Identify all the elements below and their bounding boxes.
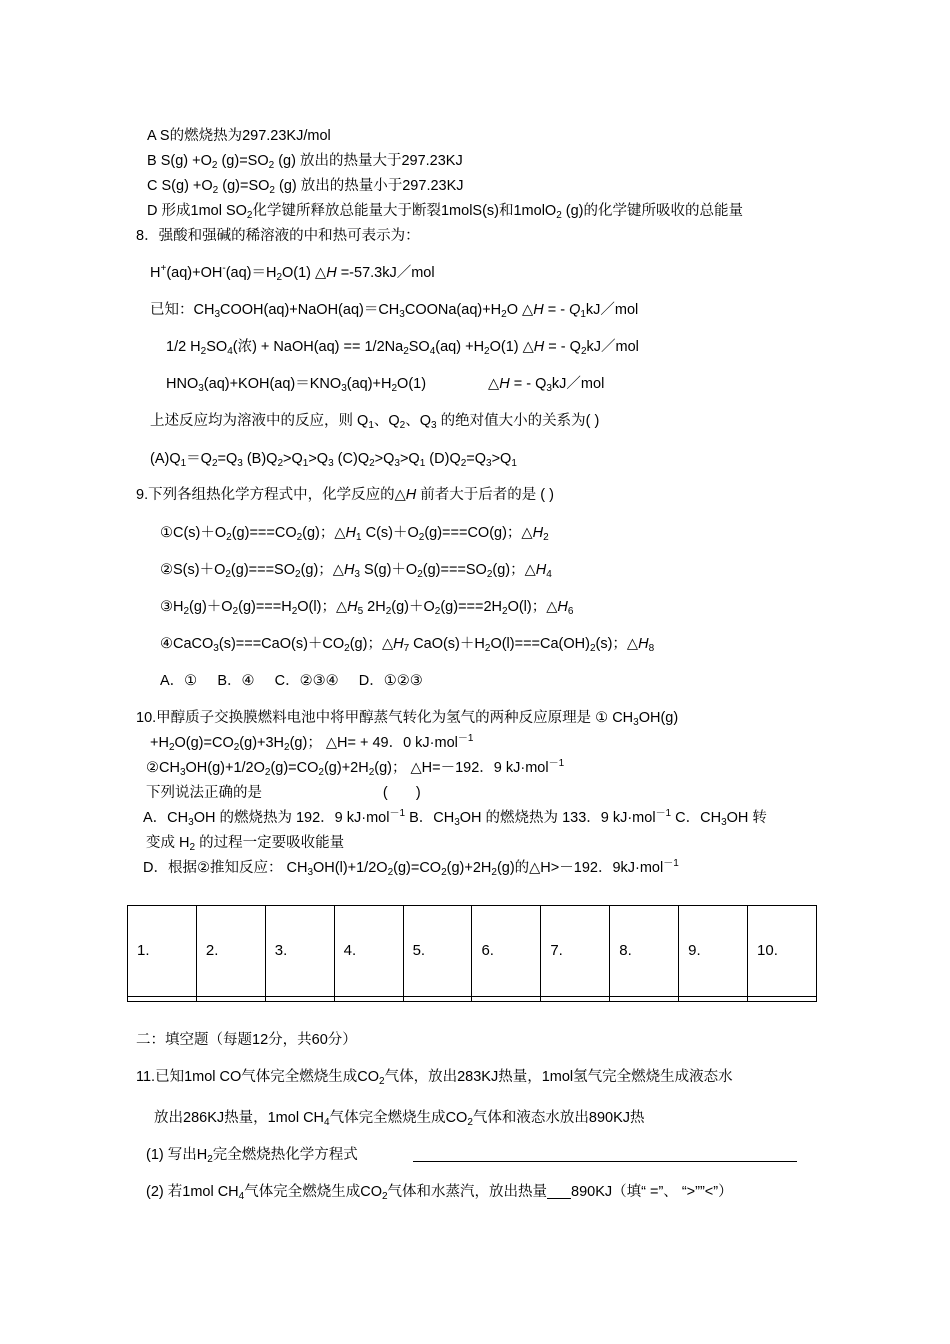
answer-table xyxy=(127,905,817,1002)
q9-pair-1: $①C(s)+O_2(g)===CO_2(g)$；$\triangle H_1$ $C(s)+O_2(g)===CO(g)$；$\triangle H_2$ xyxy=(160,525,549,543)
q7-option-a: A S的燃烧热为297.23KJ/mol xyxy=(147,128,331,144)
answer-cell-label: 7. xyxy=(541,906,610,997)
answer-cell-label: 3. xyxy=(265,906,334,997)
q7-option-c: C $S(g) +O_2$ $(g)=SO_2$ (g) 放出的热量小于297.23KJ xyxy=(147,178,464,196)
q10-line-7: D．根据②推知反应： $CH_3OH(l)+1/2O_2(g)=CO_2(g)+2H_2(g)$的△H>－192．9kJ·mol$^{-1}$ xyxy=(143,858,679,878)
q10-line-3: $②CH_3OH(g)+1/2O_2(g)=CO_2(g)+2H_2(g)$； △H=－192．9 kJ·mol$^{-1}$ xyxy=(146,758,565,778)
answer-table-header-row xyxy=(128,906,817,997)
q11-part-1-answer-blank[interactable] xyxy=(413,1147,797,1162)
q11-line-1: 11.已知1mol CO气体完全燃烧生成$CO_2$气体，放出283KJ热量，1mol氢气完全燃烧生成液态水 xyxy=(136,1069,733,1087)
q10-line-6: 变成 $H_2$ 的过程一定要吸收能量 xyxy=(146,835,345,853)
answer-cell-blank[interactable] xyxy=(541,996,610,1001)
q10-line-4: 下列说法正确的是 ( ) xyxy=(146,785,421,801)
q11-line-2: 放出286KJ热量，1mol $CH_4$气体完全燃烧生成$CO_2$气体和液态水放出890KJ热 xyxy=(154,1110,645,1128)
q7-option-d: D 形成1mol $SO_2$化学键所释放总能量大于断裂1molS(s)和1molO$_2$ (g)的化学键所吸收的总能量 xyxy=(147,203,744,221)
q8-equation-1: 已知：$CH_3COOH(aq)+NaOH(aq)=CH_3COONa(aq)+H_2O$ △H = - $Q_1kJ/mol$ xyxy=(150,302,639,320)
answer-cell-blank[interactable] xyxy=(748,996,817,1001)
answer-cell-label: 10. xyxy=(748,906,817,997)
answer-cell-blank[interactable] xyxy=(610,996,679,1001)
answer-cell-blank[interactable] xyxy=(334,996,403,1001)
q8-question: 上述反应均为溶液中的反应，则 $Q_1$、$Q_2$、$Q_3$ 的绝对值大小的关系为( ) xyxy=(150,413,600,431)
answer-cell-label: 5. xyxy=(403,906,472,997)
answer-cell-blank[interactable] xyxy=(679,996,748,1001)
answer-cell-label: 1. xyxy=(128,906,197,997)
answer-cell-blank[interactable] xyxy=(403,996,472,1001)
q8-equation-2: 1/2 $H_2SO_4$(浓) + NaOH(aq) == $1/2Na_2SO_4(aq) +H_2O(1)$ △H = - $Q_2kJ/mol$ xyxy=(166,339,639,357)
q9-pair-4: $④CaCO_3(s)===CaO(s)+CO_2(g)$；$\triangle H_7$ $CaO(s)+H_2O(l)===Ca(OH)_2(s)$；$\triangle H_8$ xyxy=(160,636,655,654)
q8-equation-3: $HNO_3(aq)+KOH(aq)=KNO_3(aq)+H_2O(1)$ △H = - $Q_3kJ/mol$ xyxy=(166,376,605,394)
q11-part-2: (2) 若1mol $CH_4$气体完全燃烧生成$CO_2$气体和水蒸汽，放出热量 890KJ（填“ =”、 “>””<”） xyxy=(146,1184,733,1202)
answer-cell-blank[interactable] xyxy=(128,996,197,1001)
q9-pair-2: $②S(s)+O_2(g)===SO_2(g)$；$\triangle H_3$ $S(g)+O_2(g)===SO_2(g)$；$\triangle H_4$ xyxy=(160,562,552,580)
answer-cell-blank[interactable] xyxy=(265,996,334,1001)
q8-equation-neutralization: $H^+(aq)+OH^-(aq)=H_2O(1)$ △H =-57.3kJ／mol xyxy=(150,263,435,283)
answer-table-blank-row xyxy=(128,996,817,1001)
q7-option-b: B $S(g) +O_2$ $(g)=SO_2$ (g) 放出的热量大于297.23KJ xyxy=(147,153,463,171)
answer-cell-label: 9. xyxy=(679,906,748,997)
q10-line-2: $+H_2O(g)=CO_2(g)+3H_2(g)$； △H= + 49．0 kJ·mol$^{-1}$ xyxy=(150,733,474,753)
answer-cell-blank[interactable] xyxy=(472,996,541,1001)
q9-pair-3: $③H_2(g)+O_2(g)===H_2O(l)$；$\triangle H_5$ $2H_2(g)+O_2(g)===2H_2O(l)$；$\triangle H_6$ xyxy=(160,599,574,617)
section-2-title: 二：填空题（每题12分，共60分） xyxy=(136,1032,357,1048)
answer-cell-label: 2. xyxy=(196,906,265,997)
q11-part-2-answer-blank[interactable] xyxy=(547,1184,571,1199)
answer-cell-label: 4. xyxy=(334,906,403,997)
q10-line-5: A．$CH_3OH$ 的燃烧热为 192．9 kJ·mol$^{-1}$ B．$CH_3OH$ 的燃烧热为 133．9 kJ·mol$^{-1}$ C．$CH_3OH$ 转 xyxy=(143,808,767,828)
answer-cell-label: 8. xyxy=(610,906,679,997)
q8-choices: $(A)Q_1=Q_2=Q_3$ $(B)Q_2>Q_1>Q_3$ $(C)Q_2>Q_3>Q_1$ $(D)Q_2=Q_3>Q_1$ xyxy=(150,451,517,469)
q9-stem: 9.下列各组热化学方程式中，化学反应的△H 前者大于后者的是 ( ) xyxy=(136,487,554,503)
q9-choices: A．① B．④ C．②③④ D．①②③ xyxy=(160,673,423,689)
q11-part-1: (1) 写出$H_2$完全燃烧热化学方程式 xyxy=(146,1147,358,1165)
q8-stem: 8．强酸和强碱的稀溶液的中和热可表示为： xyxy=(136,228,420,244)
answer-cell-blank[interactable] xyxy=(196,996,265,1001)
q10-line-1: 10.甲醇质子交换膜燃料电池中将甲醇蒸气转化为氢气的两种反应原理是 ① $CH_3OH(g)$ xyxy=(136,710,679,728)
answer-cell-label: 6. xyxy=(472,906,541,997)
